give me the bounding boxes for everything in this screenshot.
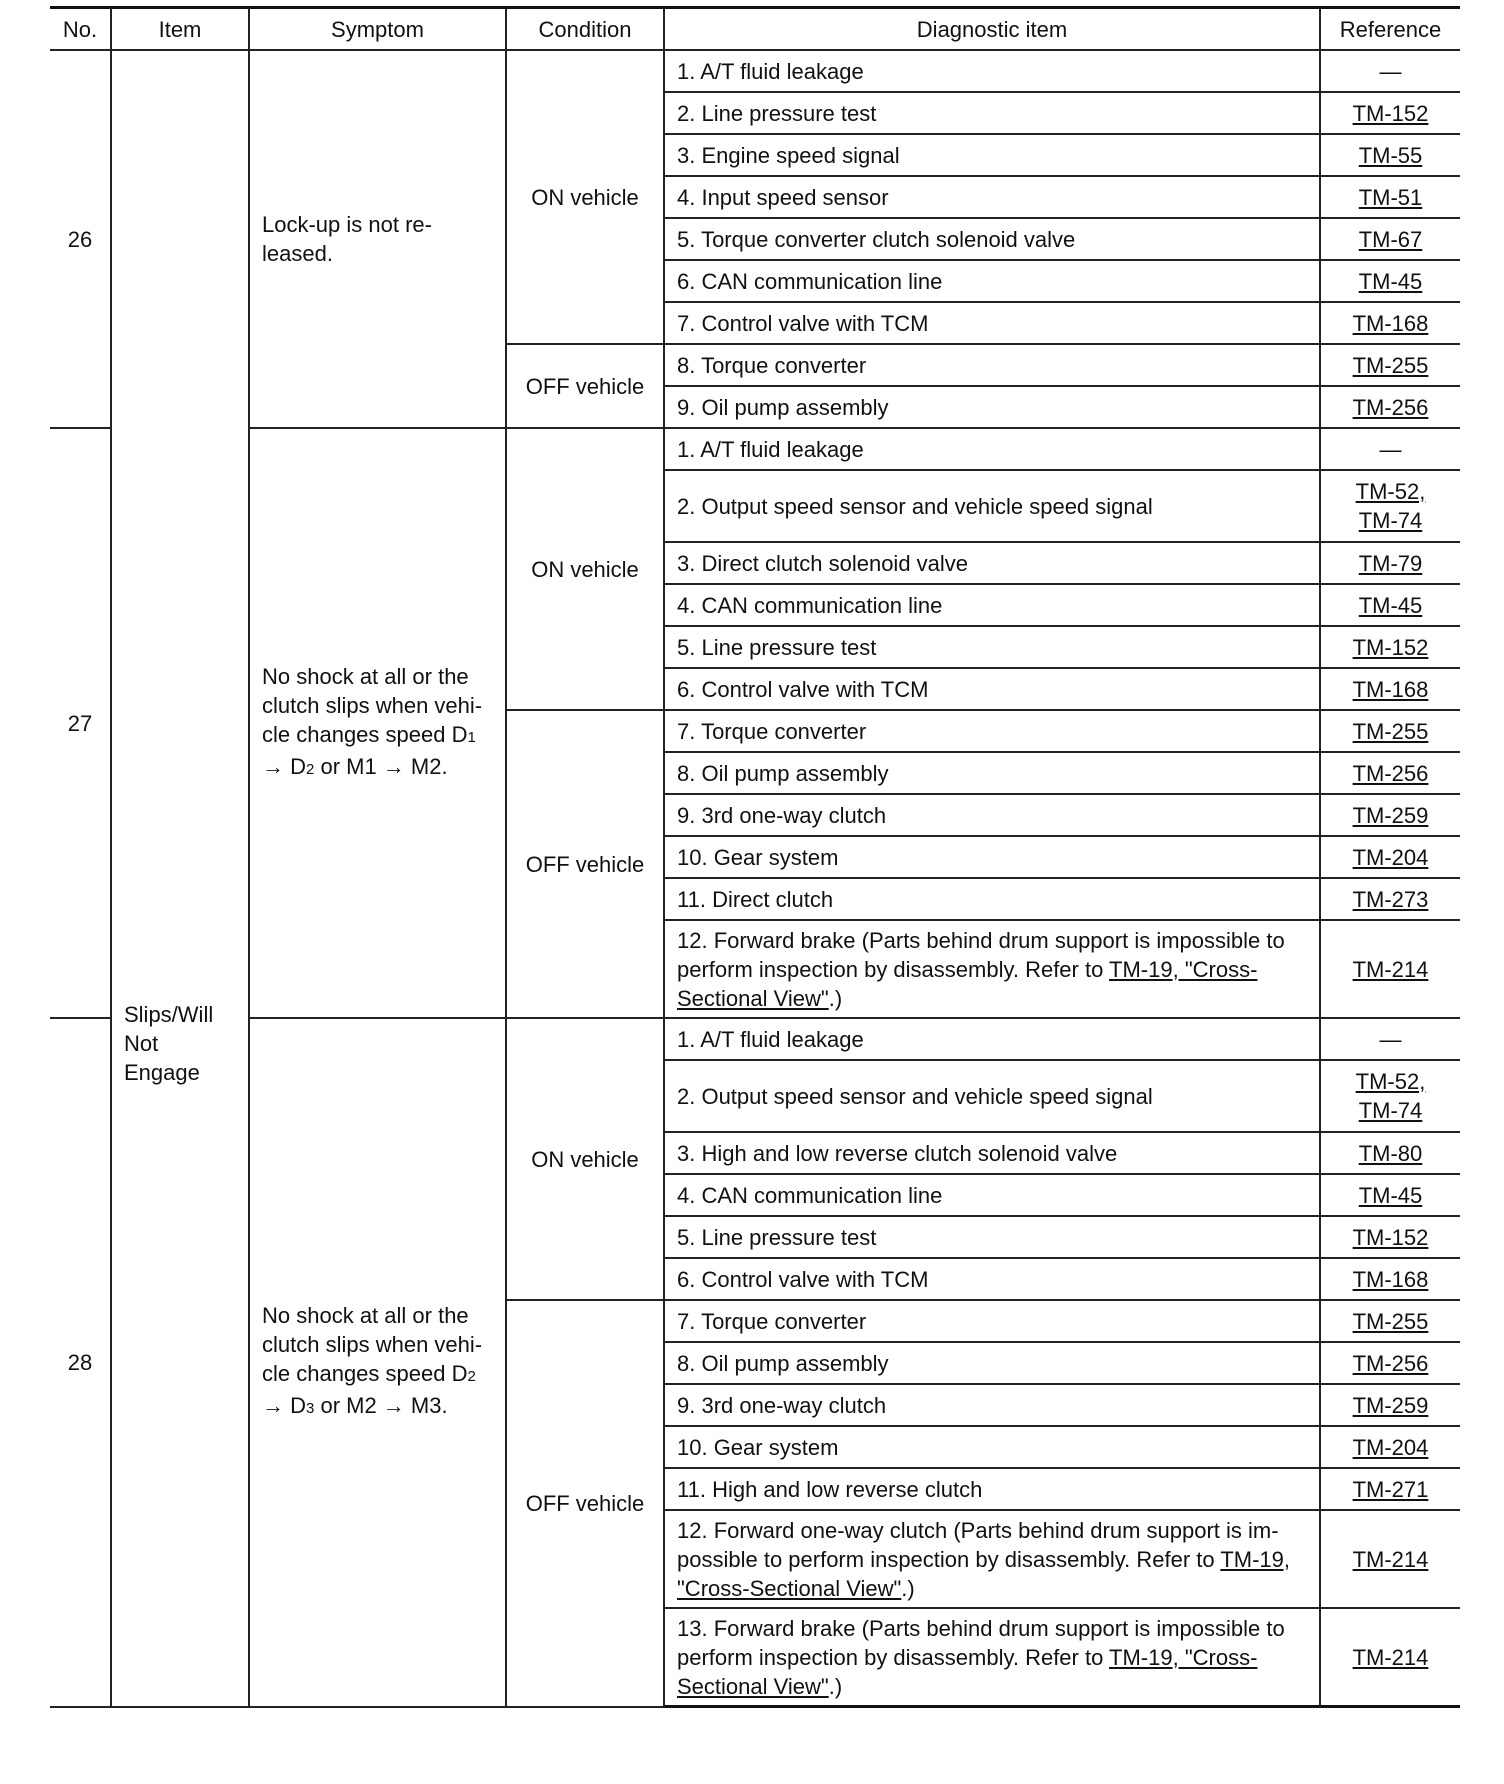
diagnostic-item [664,920,1320,1018]
reference-link[interactable]: TM-168 [1352,310,1429,336]
reference-link[interactable]: TM-168 [1352,676,1429,702]
diagnostic-item: 9. 3rd one-way clutch [664,1384,1320,1426]
reference-cell: — [1320,50,1460,92]
reference-link[interactable]: TM-74 [1358,1098,1423,1123]
diagnostic-item: 2. Line pressure test [664,92,1320,134]
diagnostic-item: 1. A/T fluid leakage [664,50,1320,92]
symptom-text: No shock at all or the clutch slips when vehi-cle changes speed D [262,664,483,747]
condition-cell: ON vehicle [506,50,664,344]
diagnostic-item: 3. Engine speed signal [664,134,1320,176]
reference-link[interactable]: TM-259 [1352,1392,1429,1418]
reference-link[interactable]: TM-214 [1352,956,1429,982]
cross-reference-link[interactable]: TM-19, "Cross-Sectional View" [677,1546,1291,1601]
reference-link[interactable]: TM-204 [1352,1434,1429,1460]
table-row [50,428,1460,470]
reference-link[interactable]: TM-271 [1352,1476,1429,1502]
reference-cell: — [1320,428,1460,470]
reference-link[interactable]: TM-152 [1352,634,1429,660]
table-row [50,1018,1460,1060]
reference-link[interactable]: TM-256 [1352,760,1429,786]
row-number: 27 [50,428,111,1018]
diagnostic-item: 8. Torque converter [664,344,1320,386]
diagnostic-item [664,1510,1320,1608]
reference-link[interactable]: TM-45 [1358,592,1423,618]
reference-link[interactable]: TM-256 [1352,394,1429,420]
symptom-text: → D [262,754,306,779]
reference-link[interactable]: TM-55 [1358,142,1423,168]
reference-link[interactable]: TM-168 [1352,1266,1429,1292]
reference-link[interactable]: TM-255 [1352,1308,1429,1334]
diagnostic-item: 4. CAN communication line [664,1174,1320,1216]
reference-link[interactable]: TM-52, [1355,1069,1426,1094]
row-number: 26 [50,50,111,428]
cross-reference-link[interactable]: TM-19, "Cross-Sectional View" [677,1644,1258,1699]
symptom-cell [249,428,506,1018]
diagnostic-item: 11. High and low reverse clutch [664,1468,1320,1510]
diagnostic-item: 4. CAN communication line [664,584,1320,626]
diagnostic-item: 3. Direct clutch solenoid valve [664,542,1320,584]
header-condition: Condition [506,8,664,51]
condition-cell: ON vehicle [506,1018,664,1300]
header-row [50,8,1460,51]
diagnosis-table-container [50,6,1460,1708]
diagnostic-item: 9. 3rd one-way clutch [664,794,1320,836]
diagnostic-text: .) [901,1575,915,1601]
reference-link[interactable]: TM-255 [1352,352,1429,378]
diagnostic-text: 12. Forward brake (Parts behind drum support is impossible to perform inspection by disassembly. Refer to [677,927,1285,982]
symptom-subscript: 2 [306,761,315,778]
reference-link[interactable]: TM-259 [1352,802,1429,828]
symptom-subscript: 1 [467,729,476,746]
diagnostic-item: 10. Gear system [664,1426,1320,1468]
reference-link[interactable]: TM-204 [1352,844,1429,870]
reference-link[interactable]: TM-80 [1358,1140,1423,1166]
row-number: 28 [50,1018,111,1707]
diagnostic-item: 9. Oil pump assembly [664,386,1320,428]
diagnostic-item: 2. Output speed sensor and vehicle speed signal [664,470,1320,542]
diagnostic-item: 10. Gear system [664,836,1320,878]
diagnostic-text: 13. Forward brake (Parts behind drum support is impossible to perform inspection by disassembly. Refer to [677,1615,1285,1670]
diagnostic-item: 6. Control valve with TCM [664,668,1320,710]
table-row [50,50,1460,92]
diagnostic-item: 5. Torque converter clutch solenoid valve [664,218,1320,260]
symptom-subscript: 3 [306,1400,315,1418]
diagnosis-table [50,6,1460,1708]
reference-link[interactable]: TM-45 [1358,1182,1423,1208]
symptom-text: → D [262,1393,306,1419]
diagnostic-item: 7. Control valve with TCM [664,302,1320,344]
condition-cell: OFF vehicle [506,1300,664,1707]
symptom-subscript: 2 [467,1368,476,1386]
header-diagnostic-item: Diagnostic item [664,8,1320,51]
diagnostic-item: 5. Line pressure test [664,1216,1320,1258]
cross-reference-link[interactable]: TM-19, "Cross-Sectional View" [677,956,1258,1011]
diagnostic-item: 3. High and low reverse clutch solenoid valve [664,1132,1320,1174]
reference-cell: — [1320,1018,1460,1060]
condition-cell: OFF vehicle [506,344,664,428]
reference-link[interactable]: TM-74 [1358,508,1423,533]
diagnostic-item: 7. Torque converter [664,710,1320,752]
reference-link[interactable]: TM-67 [1358,226,1423,252]
item-cell: Slips/Will Not Engage [111,50,249,1707]
reference-link[interactable]: TM-214 [1352,1546,1429,1572]
symptom-text: or M1 → M2. [314,754,448,779]
reference-link[interactable]: TM-152 [1352,100,1429,126]
diagnostic-item: 8. Oil pump assembly [664,752,1320,794]
diagnostic-item: 8. Oil pump assembly [664,1342,1320,1384]
reference-link[interactable]: TM-152 [1352,1224,1429,1250]
symptom-cell [249,1018,506,1707]
diagnostic-text: 12. Forward one-way clutch (Parts behind drum support is im-possible to perform inspection by disassembly. Refer to [677,1517,1279,1572]
diagnostic-item [664,1608,1320,1707]
reference-link[interactable]: TM-45 [1358,268,1423,294]
diagnostic-item: 1. A/T fluid leakage [664,428,1320,470]
diagnostic-item: 5. Line pressure test [664,626,1320,668]
diagnostic-item: 11. Direct clutch [664,878,1320,920]
header-reference: Reference [1320,8,1460,51]
diagnostic-item: 1. A/T fluid leakage [664,1018,1320,1060]
diagnostic-text: .) [828,1673,843,1699]
reference-link[interactable]: TM-51 [1358,184,1423,210]
header-item: Item [111,8,249,51]
reference-link[interactable]: TM-52, [1355,479,1426,504]
symptom-text: No shock at all or the clutch slips when vehi-cle changes speed D [262,1303,483,1387]
diagnostic-text: .) [828,985,843,1011]
reference-link[interactable]: TM-255 [1352,718,1429,744]
symptom-cell: Lock-up is not re-leased. [249,50,506,428]
reference-link[interactable]: TM-273 [1352,886,1429,912]
diagnostic-item: 6. Control valve with TCM [664,1258,1320,1300]
reference-link[interactable]: TM-79 [1358,550,1423,576]
condition-cell: ON vehicle [506,428,664,710]
diagnostic-item: 6. CAN communication line [664,260,1320,302]
header-symptom: Symptom [249,8,506,51]
symptom-text: or M2 → M3. [314,1393,448,1419]
diagnostic-item: 7. Torque converter [664,1300,1320,1342]
reference-link[interactable]: TM-256 [1352,1350,1429,1376]
reference-link[interactable]: TM-214 [1352,1644,1429,1670]
diagnostic-item: 2. Output speed sensor and vehicle speed signal [664,1060,1320,1132]
condition-cell: OFF vehicle [506,710,664,1018]
diagnostic-item: 4. Input speed sensor [664,176,1320,218]
header-no: No. [50,8,111,51]
